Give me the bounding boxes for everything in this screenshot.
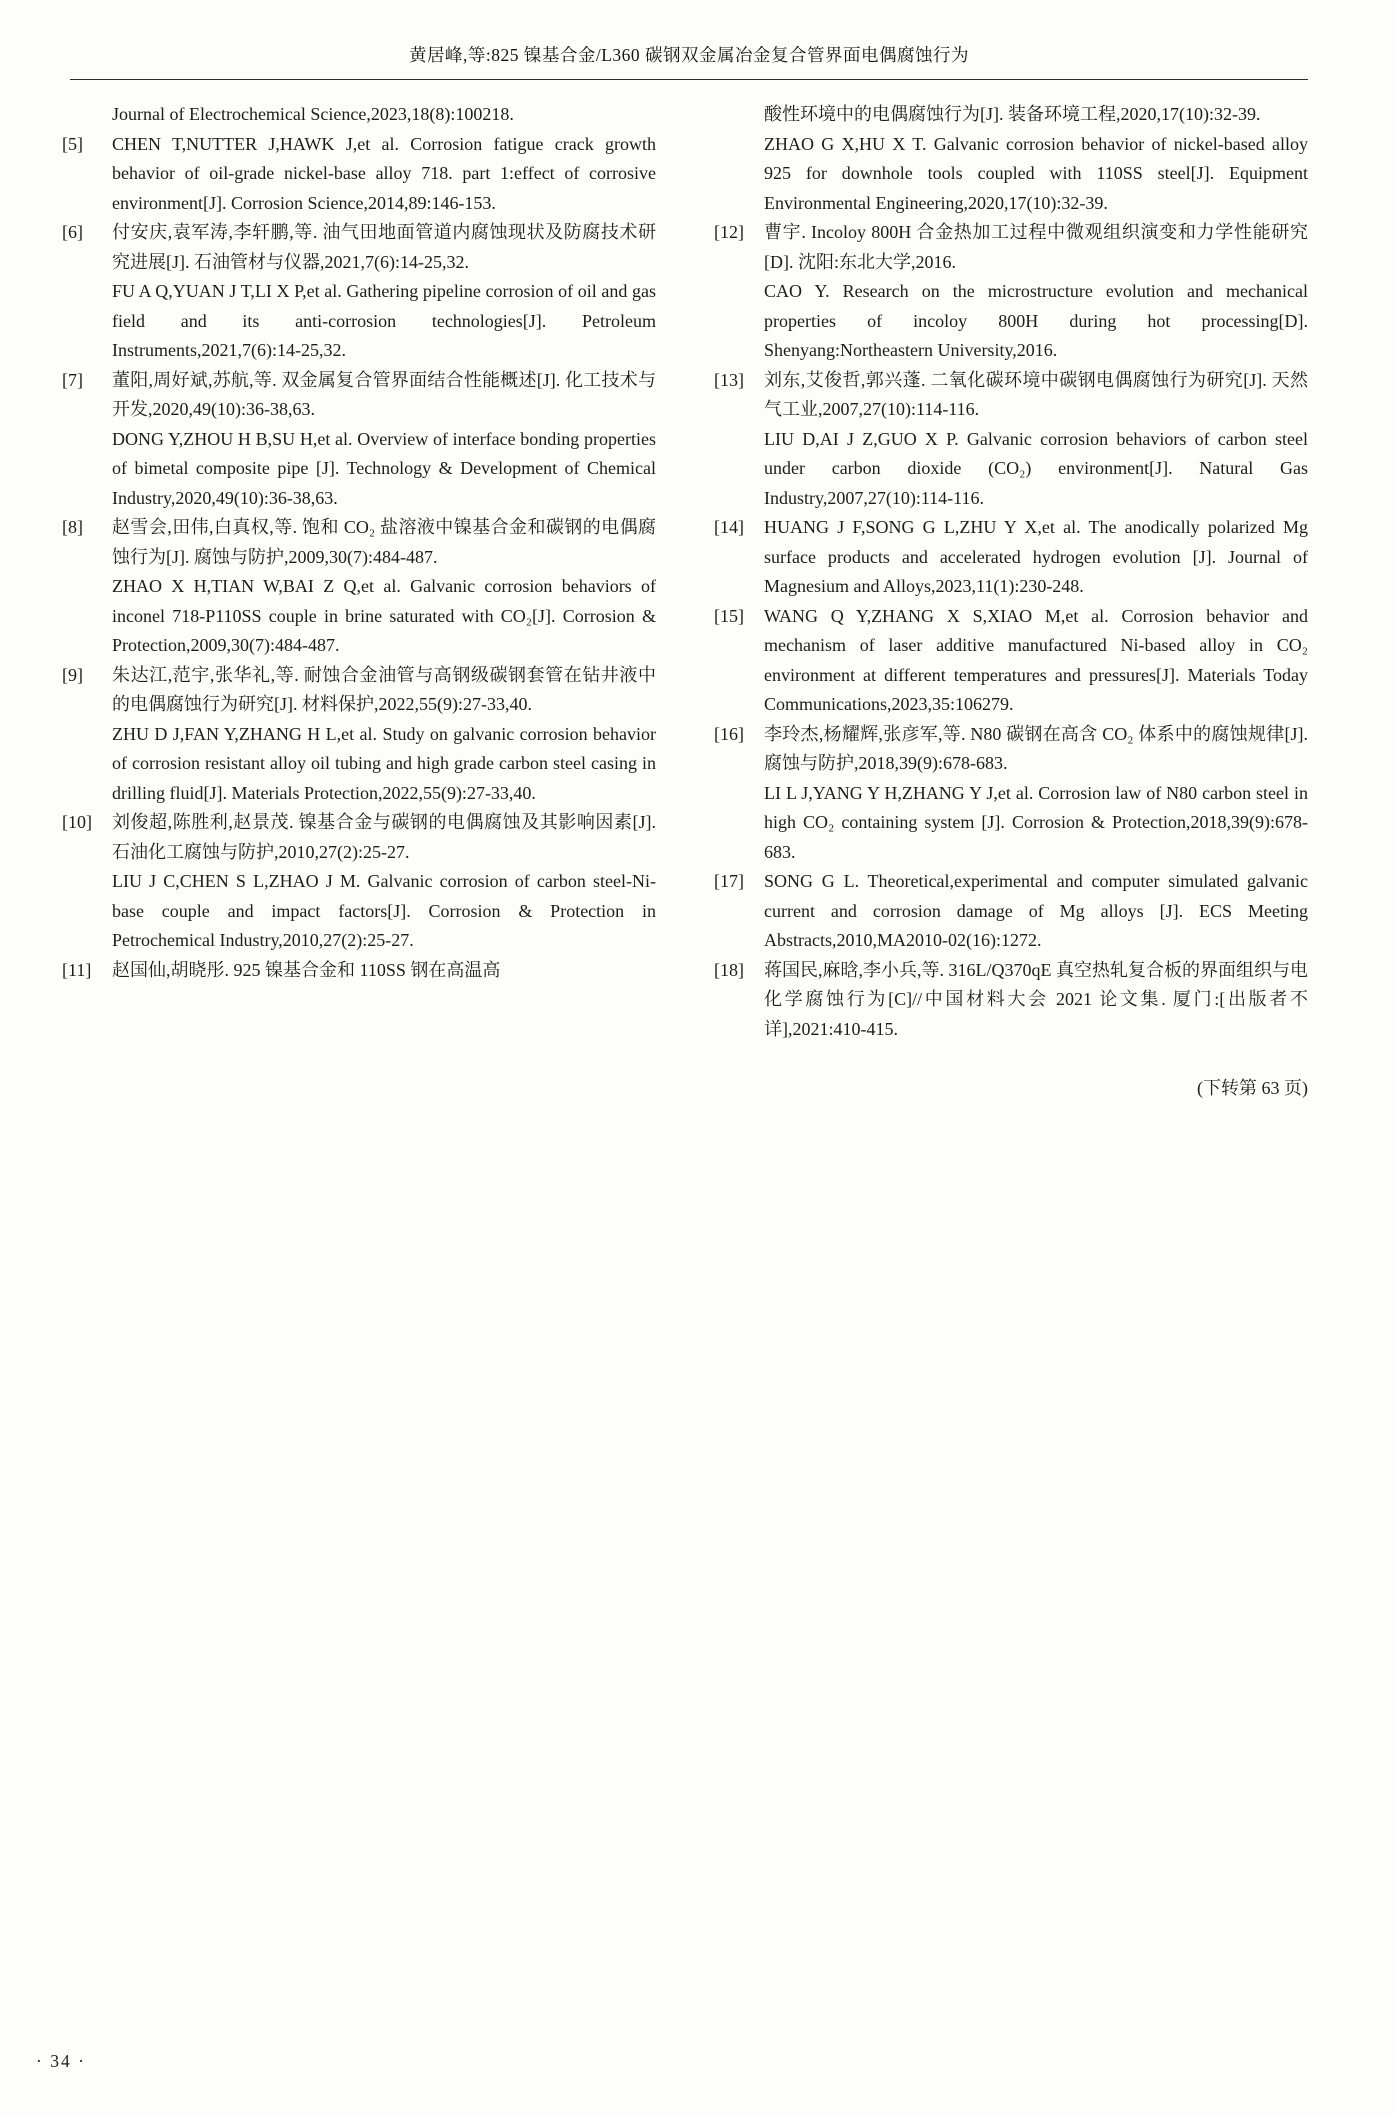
reference-entry xyxy=(714,100,1308,218)
reference-text: CAO Y. Research on the microstructure evolution and mechanical properties of incoloy 800H during hot processing[D]. Shenyang:Northeastern University,2016. xyxy=(764,281,1308,360)
reference-text: SONG G L. Theoretical,experimental and computer simulated galvanic current and corrosion damage of Mg alloys [J]. ECS Meeting Abstracts,2010,MA2010-02(16):1272. xyxy=(764,871,1308,950)
page-header xyxy=(70,42,1308,80)
reference-text: ZHAO G X,HU X T. Galvanic corrosion behavior of nickel-based alloy 925 for downhole tools coupled with 110SS steel[J]. Equipment Environmental Engineering,2020,17(10):32-39. xyxy=(764,133,1308,213)
reference-text: 酸性环境中的电偶腐蚀行为[J]. 装备环境工程,2020,17(10):32-39. xyxy=(764,104,1261,124)
reference-number: [16] xyxy=(714,723,744,744)
reference-entry xyxy=(714,366,1308,514)
reference-entry xyxy=(714,720,1308,868)
reference-body xyxy=(764,602,1308,720)
reference-entry xyxy=(62,218,656,366)
running-head-title: 黄居峰,等:825 镍基合金/L360 碳钢双金属冶金复合管界面电偶腐蚀行为 xyxy=(408,45,970,65)
reference-number: [11] xyxy=(62,959,92,980)
reference-body xyxy=(112,218,656,366)
reference-text: WANG Q Y,ZHANG X S,XIAO M,et al. Corrosion behavior and mechanism of laser additive manufactured Ni-based alloy in CO₂ environment at different temperatures and pressures[J]. Materials Today Communications,2023,35:106279. xyxy=(764,605,1308,714)
reference-text: 付安庆,袁军涛,李轩鹏,等. 油气田地面管道内腐蚀现状及防腐技术研究进展[J]. 石油管材与仪器,2021,7(6):14-25,32. xyxy=(112,222,656,272)
reference-text: HUANG J F,SONG G L,ZHU Y X,et al. The anodically polarized Mg surface products and accelerated hydrogen evolution [J]. Journal of Magnesium and Alloys,2023,11(1):230-248. xyxy=(764,517,1308,596)
right-column xyxy=(714,100,1308,1104)
reference-entry xyxy=(62,808,656,956)
reference-body xyxy=(112,130,656,219)
header-rule xyxy=(70,79,1308,80)
reference-body xyxy=(764,218,1308,366)
reference-entry xyxy=(62,100,656,130)
reference-text: 赵雪会,田伟,白真权,等. 饱和 CO₂ 盐溶液中镍基合金和碳钢的电偶腐蚀行为[J]. 腐蚀与防护,2009,30(7):484-487. xyxy=(112,517,656,567)
reference-body xyxy=(112,808,656,956)
reference-entry xyxy=(62,956,656,986)
reference-number: [15] xyxy=(714,605,744,626)
reference-text: LIU D,AI J Z,GUO X P. Galvanic corrosion behaviors of carbon steel under carbon dioxide (CO₂) environment[J]. Natural Gas Industry,2007,27(10):114-116. xyxy=(764,428,1308,508)
reference-body xyxy=(764,956,1308,1045)
reference-text: LIU J C,CHEN S L,ZHAO J M. Galvanic corrosion of carbon steel-Ni-base couple and impact factors[J]. Corrosion & Protection in Petrochemical Industry,2010,27(2):25-27. xyxy=(112,871,656,950)
reference-body xyxy=(764,867,1308,956)
reference-body xyxy=(764,720,1308,868)
reference-entry xyxy=(62,130,656,219)
reference-number: [14] xyxy=(714,517,744,537)
left-column-references xyxy=(62,100,656,985)
reference-number: [6] xyxy=(62,222,83,242)
page-number: · 34 · xyxy=(36,2051,86,2071)
reference-text: 曹宇. Incoloy 800H 合金热加工过程中微观组织演变和力学性能研究[D]. 沈阳:东北大学,2016. xyxy=(764,222,1308,272)
left-column xyxy=(62,100,656,985)
reference-body xyxy=(764,513,1308,602)
reference-text: FU A Q,YUAN J T,LI X P,et al. Gathering pipeline corrosion of oil and gas field and its anti-corrosion technologies[J]. Petroleum Instruments,2021,7(6):14-25,32. xyxy=(112,281,656,360)
reference-number: [10] xyxy=(62,812,92,832)
reference-number: [18] xyxy=(714,959,744,980)
reference-text: 刘东,艾俊哲,郭兴蓬. 二氧化碳环境中碳钢电偶腐蚀行为研究[J]. 天然气工业,2007,27(10):114-116. xyxy=(764,369,1308,419)
reference-number: [13] xyxy=(714,369,744,390)
reference-number: [7] xyxy=(62,369,83,390)
reference-number: [8] xyxy=(62,517,83,537)
reference-body xyxy=(764,366,1308,514)
reference-body xyxy=(112,366,656,514)
reference-text: CHEN T,NUTTER J,HAWK J,et al. Corrosion fatigue crack growth behavior of oil-grade nickel-base alloy 718. part 1:effect of corrosive environment[J]. Corrosion Science,2014,89:146-153. xyxy=(112,133,656,213)
reference-number: [17] xyxy=(714,871,744,891)
reference-entry xyxy=(62,366,656,514)
reference-number: [9] xyxy=(62,664,83,685)
reference-entry xyxy=(714,956,1308,1045)
reference-entry xyxy=(714,602,1308,720)
reference-body xyxy=(764,100,1308,218)
right-column-references xyxy=(714,100,1308,1044)
reference-text: 董阳,周好斌,苏航,等. 双金属复合管界面结合性能概述[J]. 化工技术与开发,2020,49(10):36-38,63. xyxy=(112,369,656,419)
reference-entry xyxy=(714,867,1308,956)
reference-entry xyxy=(62,513,656,661)
reference-text: Journal of Electrochemical Science,2023,18(8):100218. xyxy=(112,104,514,124)
reference-entry xyxy=(714,513,1308,602)
reference-text: 朱达江,范宇,张华礼,等. 耐蚀合金油管与高钢级碳钢套管在钻井液中的电偶腐蚀行为研究[J]. 材料保护,2022,55(9):27-33,40. xyxy=(112,664,656,714)
reference-text: DONG Y,ZHOU H B,SU H,et al. Overview of interface bonding properties of bimetal composite pipe [J]. Technology & Development of Chemical Industry,2020,49(10):36-38,63. xyxy=(112,428,656,508)
reference-body xyxy=(112,513,656,661)
reference-text: LI L J,YANG Y H,ZHANG Y J,et al. Corrosion law of N80 carbon steel in high CO₂ containing system [J]. Corrosion & Protection,2018,39(9):678-683. xyxy=(764,782,1308,862)
reference-body xyxy=(112,661,656,809)
reference-entry xyxy=(714,218,1308,366)
reference-text: 蒋国民,麻晗,李小兵,等. 316L/Q370qE 真空热轧复合板的界面组织与电化学腐蚀行为[C]//中国材料大会 2021 论文集. 厦门:[出版者不详],2021:410-415. xyxy=(764,959,1308,1039)
reference-text: 刘俊超,陈胜利,赵景茂. 镍基合金与碳钢的电偶腐蚀及其影响因素[J]. 石油化工腐蚀与防护,2010,27(2):25-27. xyxy=(112,812,656,862)
reference-columns xyxy=(62,100,1308,1104)
reference-number: [5] xyxy=(62,133,83,154)
reference-text: ZHAO X H,TIAN W,BAI Z Q,et al. Galvanic corrosion behaviors of inconel 718-P110SS couple in brine saturated with CO₂[J]. Corrosion & Protection,2009,30(7):484-487. xyxy=(112,576,656,655)
reference-body xyxy=(112,956,656,986)
reference-entry xyxy=(62,661,656,809)
reference-text: ZHU D J,FAN Y,ZHANG H L,et al. Study on galvanic corrosion behavior of corrosion resistant alloy oil tubing and high grade carbon steel casing in drilling fluid[J]. Materials Protection,2022,55(9):27-33,40. xyxy=(112,723,656,803)
reference-number: [12] xyxy=(714,222,744,242)
reference-text: 赵国仙,胡晓彤. 925 镍基合金和 110SS 钢在高温高 xyxy=(112,959,501,980)
reference-text: 李玲杰,杨耀辉,张彦军,等. N80 碳钢在高含 CO₂ 体系中的腐蚀规律[J]. 腐蚀与防护,2018,39(9):678-683. xyxy=(764,723,1308,773)
reference-body xyxy=(112,100,656,130)
continuation-note: (下转第 63 页) xyxy=(1197,1078,1308,1098)
